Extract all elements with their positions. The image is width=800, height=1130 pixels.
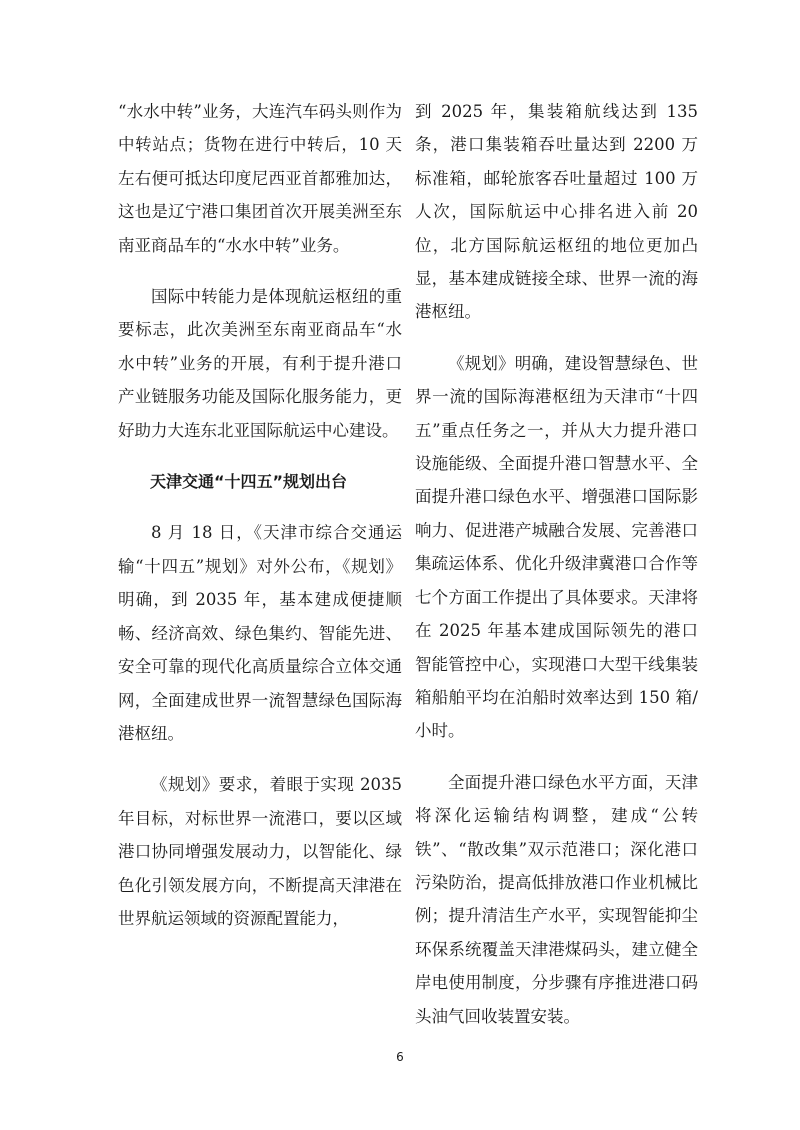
- paragraph: 国际中转能力是体现航运枢纽的重要标志，此次美洲至东南亚商品车“水水中转”业务的开展，有利于提升港口产业链服务功能及国际化服务能力，更好助力大连东北亚国际航运中心建设。: [118, 287, 402, 440]
- page-number: 6: [396, 1050, 404, 1064]
- left-column: [118, 95, 408, 953]
- paragraph: 《规划》要求，着眼于实现 2035 年目标，对标世界一流港口，要以区域港口协同增强发展动力，以智能化、绿色化引领发展方向，不断提高天津港在世界航运领域的资源配置能力，: [118, 775, 408, 928]
- right-column: [415, 95, 704, 1051]
- section-heading: 天津交通“十四五”规划出台: [150, 472, 348, 492]
- paragraph: 8 月 18 日，《天津市综合交通运输“十四五”规划》对外公布，《规划》明确，到 2035 年，基本建成便捷顺畅、经济高效、绿色集约、智能先进、安全可靠的现代化高质量综合立体交通网，全面建成世界一流智慧绿色国际海港枢纽。: [118, 523, 402, 743]
- paragraph: 《规划》明确，建设智慧绿色、世界一流的国际海港枢纽为天津市“十四五”重点任务之一，并从大力提升港口设施能级、全面提升港口智慧水平、全面提升港口绿色水平、增强港口国际影响力、促进港产城融合发展、完善港口集疏运体系、优化升级津冀港口合作等七个方面工作提出了具体要求。天津将在 2025 年基本建成国际领先的港口智能管控中心，实现港口大型干线集装箱船舶平均在泊船时效率达到 150 箱/小时。: [415, 353, 698, 741]
- paragraph: 到 2025 年，集装箱航线达到 135 条，港口集装箱吞吐量达到 2200 万标准箱，邮轮旅客吞吐量超过 100 万人次，国际航运中心排名进入前 20 位，北方国际航运枢纽的地位更加凸显，基本建成链接全球、世界一流的海港枢纽。: [415, 102, 704, 322]
- paragraph: “水水中转”业务，大连汽车码头则作为中转站点；货物在进行中转后，10 天左右便可抵达印度尼西亚首都雅加达，这也是辽宁港口集团首次开展美洲至东南亚商品车的“水水中转”业务。: [118, 102, 402, 255]
- paragraph: 全面提升港口绿色水平方面，天津将深化运输结构调整，建成“公转铁”、“散改集”双示范港口；深化港口污染防治，提高低排放港口作业机械比例；提升清洁生产水平，实现智能抑尘环保系统覆盖天津港煤码头，建立健全岸电使用制度，分步骤有序推进港口码头油气回收装置安装。: [415, 772, 698, 1026]
